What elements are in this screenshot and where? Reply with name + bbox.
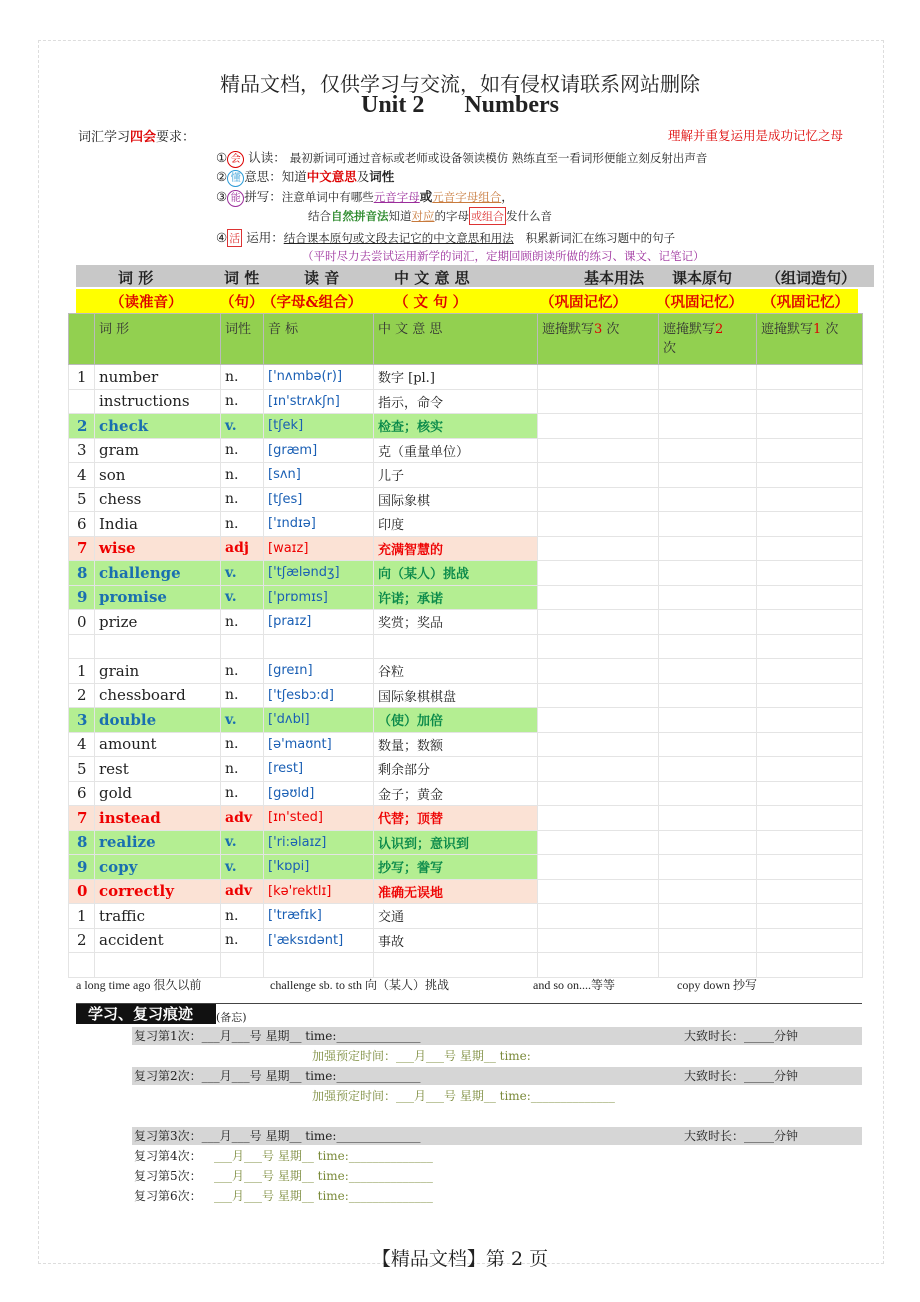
pos-cell: v.	[221, 585, 264, 610]
ipa-cell: ['dʌbl]	[264, 708, 374, 733]
dictation-cell[interactable]	[659, 414, 757, 439]
dictation-cell[interactable]	[757, 683, 863, 708]
row-number: 9	[69, 855, 95, 880]
dictation-cell[interactable]	[659, 879, 757, 904]
column-hint-bar: （读准音） （句） （字母&组合） （ 文 句 ） （巩固记忆） （巩固记忆） （巩固记忆）	[76, 289, 858, 313]
req-meaning: ② 懂 意思：知道中文意思及词性	[216, 167, 394, 187]
pos-cell: n.	[221, 487, 264, 512]
pos-cell: n.	[221, 389, 264, 414]
ipa-cell: [gəʊld]	[264, 781, 374, 806]
pos-cell: adv	[221, 879, 264, 904]
dictation-cell[interactable]	[538, 365, 659, 390]
req-spell-2: 结合自然拼音法知道对应的字母 或组合 发什么音	[308, 209, 552, 223]
dictation-cell[interactable]	[538, 487, 659, 512]
empty-cell	[374, 953, 538, 978]
empty-cell	[95, 953, 221, 978]
table-row	[69, 414, 863, 439]
table-row	[69, 732, 863, 757]
pos-cell: n.	[221, 365, 264, 390]
ipa-cell: ['nʌmbə(r)]	[264, 365, 374, 390]
meaning-cell: （使）加倍	[374, 708, 538, 733]
row-number: 1	[69, 904, 95, 929]
dictation-cell[interactable]	[538, 561, 659, 586]
page-footer: 【精品文档】第 2 页	[371, 1248, 549, 1270]
meaning-cell: 向（某人）挑战	[374, 561, 538, 586]
table-row	[69, 610, 863, 635]
dictation-cell[interactable]	[659, 438, 757, 463]
ipa-cell	[264, 634, 374, 659]
word-cell: amount	[95, 732, 221, 757]
meaning-cell: 克（重量单位）	[374, 438, 538, 463]
pos-cell: n.	[221, 610, 264, 635]
meaning-cell: 国际象棋	[374, 487, 538, 512]
word-cell	[95, 634, 221, 659]
phrase-3: and so on....等等	[533, 978, 615, 992]
understand-icon: 懂	[227, 170, 244, 187]
table-row	[69, 634, 863, 659]
dictation-cell[interactable]	[757, 928, 863, 953]
watermark-banner: 精品文档，仅供学习与交流，如有侵权请联系网站删除	[220, 72, 700, 96]
row-number: 5	[69, 487, 95, 512]
word-cell: instead	[95, 806, 221, 831]
ipa-cell: [ɪn'sted]	[264, 806, 374, 831]
dictation-cell[interactable]	[538, 781, 659, 806]
dictation-cell[interactable]	[659, 389, 757, 414]
row-number: 8	[69, 830, 95, 855]
can-icon: 能	[227, 190, 244, 207]
meaning-cell: 检查；核实	[374, 414, 538, 439]
dictation-cell[interactable]	[538, 585, 659, 610]
dictation-cell[interactable]	[757, 806, 863, 831]
word-cell: chessboard	[95, 683, 221, 708]
review-row-3[interactable]: 复习第3次：___月___号 星期__ time:______________ 大致时长：_____分钟	[132, 1127, 862, 1145]
dictation-cell[interactable]	[659, 904, 757, 929]
meaning-cell: 指示，命令	[374, 389, 538, 414]
row-number: 4	[69, 463, 95, 488]
review-row-2-extra[interactable]: 加强预定时间：___月___号 星期__ time:______________	[312, 1089, 615, 1103]
dictation-cell[interactable]	[538, 904, 659, 929]
word-cell: double	[95, 708, 221, 733]
motto: 理解并重复运用是成功记忆之母	[668, 128, 844, 143]
table-row	[69, 512, 863, 537]
dictation-cell[interactable]	[659, 634, 757, 659]
dictation-cell[interactable]	[757, 879, 863, 904]
meaning-cell: 代替；顶替	[374, 806, 538, 831]
ipa-cell: [græm]	[264, 438, 374, 463]
req-read: ① 会 认读： 最初新词可通过音标或老师或设备领读模仿 熟练直至一看词形便能立刻反射出声音	[216, 148, 707, 168]
meaning-cell: 准确无误地	[374, 879, 538, 904]
table-row	[69, 855, 863, 880]
ipa-cell: [tʃes]	[264, 487, 374, 512]
dictation-cell[interactable]	[659, 683, 757, 708]
dictation-cell[interactable]	[659, 585, 757, 610]
table-row	[69, 438, 863, 463]
dictation-cell[interactable]	[757, 463, 863, 488]
word-cell: realize	[95, 830, 221, 855]
word-cell: grain	[95, 659, 221, 684]
table-row	[69, 389, 863, 414]
meaning-cell: 许诺；承诺	[374, 585, 538, 610]
pos-cell: n.	[221, 683, 264, 708]
pos-cell: n.	[221, 438, 264, 463]
table-row	[69, 879, 863, 904]
ipa-cell: [sʌn]	[264, 463, 374, 488]
dictation-cell[interactable]	[757, 904, 863, 929]
ipa-cell: [kə'rektlɪ]	[264, 879, 374, 904]
row-number: 6	[69, 512, 95, 537]
dictation-cell[interactable]	[538, 683, 659, 708]
read-icon: 会	[227, 151, 244, 168]
dictation-cell[interactable]	[757, 781, 863, 806]
dictation-cell[interactable]	[538, 389, 659, 414]
dictation-cell[interactable]	[757, 487, 863, 512]
pos-cell: n.	[221, 781, 264, 806]
dictation-cell[interactable]	[659, 806, 757, 831]
row-number: 8	[69, 561, 95, 586]
dictation-cell[interactable]	[538, 708, 659, 733]
row-number	[69, 389, 95, 414]
dictation-cell[interactable]	[757, 610, 863, 635]
pos-cell: v.	[221, 830, 264, 855]
use-icon: 活	[227, 229, 242, 247]
empty-cell	[757, 953, 863, 978]
pos-cell: n.	[221, 757, 264, 782]
pos-cell: adv	[221, 806, 264, 831]
meaning-cell: 印度	[374, 512, 538, 537]
review-row-6[interactable]: 复习第6次： ___月___号 星期__ time:______________	[134, 1189, 433, 1203]
dictation-cell[interactable]	[538, 659, 659, 684]
row-number: 0	[69, 610, 95, 635]
meaning-cell: 事故	[374, 928, 538, 953]
req-spell: ③ 能 拼写：注意单词中有哪些元音字母或元音字母组合，	[216, 187, 514, 207]
review-row-4[interactable]: 复习第4次： ___月___号 星期__ time:______________	[134, 1149, 433, 1163]
dictation-cell[interactable]	[538, 438, 659, 463]
pos-cell: v.	[221, 414, 264, 439]
dictation-cell[interactable]	[659, 365, 757, 390]
dictation-cell[interactable]	[538, 463, 659, 488]
table-row	[69, 781, 863, 806]
ipa-cell: [greɪn]	[264, 659, 374, 684]
meaning-cell: 剩余部分	[374, 757, 538, 782]
dictation-cell[interactable]	[538, 512, 659, 537]
phrase-2: challenge sb. to sth 向（某人）挑战	[270, 978, 449, 992]
dictation-cell[interactable]	[757, 438, 863, 463]
ipa-cell: ['ɪndɪə]	[264, 512, 374, 537]
review-row-1[interactable]: 复习第1次：___月___号 星期__ time:______________ 大致时长：_____分钟	[132, 1027, 862, 1045]
word-cell: wise	[95, 536, 221, 561]
meaning-cell: 认识到；意识到	[374, 830, 538, 855]
table-row	[69, 683, 863, 708]
review-section-title: 学习、复习痕迹	[76, 1004, 216, 1024]
word-cell: promise	[95, 585, 221, 610]
dictation-cell[interactable]	[659, 928, 757, 953]
ipa-cell: ['træfɪk]	[264, 904, 374, 929]
row-number: 0	[69, 879, 95, 904]
pos-cell: n.	[221, 928, 264, 953]
word-cell: copy	[95, 855, 221, 880]
column-header-bar: 词 形 词 性 读 音 中 文 意 思 基本用法 课本原句 （组词造句）	[76, 265, 874, 287]
ipa-cell: [praɪz]	[264, 610, 374, 635]
empty-cell	[538, 953, 659, 978]
ipa-cell: [tʃek]	[264, 414, 374, 439]
table-row	[69, 365, 863, 390]
req-use: ④ 活 运用：结合课本原句或文段去记它的中文意思和用法 积累新词汇在练习题中的句子	[216, 230, 676, 245]
table-row	[69, 904, 863, 929]
meaning-cell: 国际象棋棋盘	[374, 683, 538, 708]
ipa-cell: ['æksɪdənt]	[264, 928, 374, 953]
word-cell: prize	[95, 610, 221, 635]
table-row	[69, 536, 863, 561]
dictation-cell[interactable]	[659, 536, 757, 561]
word-cell: son	[95, 463, 221, 488]
table-row	[69, 585, 863, 610]
dictation-cell[interactable]	[757, 389, 863, 414]
dictation-cell[interactable]	[659, 781, 757, 806]
pos-cell: n.	[221, 659, 264, 684]
dictation-cell[interactable]	[757, 659, 863, 684]
word-cell: India	[95, 512, 221, 537]
meaning-cell	[374, 634, 538, 659]
dictation-cell[interactable]	[757, 512, 863, 537]
dictation-cell[interactable]	[659, 610, 757, 635]
dictation-cell[interactable]	[659, 830, 757, 855]
dictation-cell[interactable]	[538, 634, 659, 659]
ipa-cell: ['prɒmɪs]	[264, 585, 374, 610]
meaning-cell: 数量；数额	[374, 732, 538, 757]
table-head-row: 词 形 词性 音 标 中 文 意 思 遮掩默写3 次 遮掩默写2 次 遮掩默写1 次	[69, 314, 863, 365]
review-row-1-extra[interactable]: 加强预定时间：___月___号 星期__ time:	[312, 1049, 531, 1063]
word-cell: correctly	[95, 879, 221, 904]
table-spacer-row	[69, 953, 863, 978]
word-cell: traffic	[95, 904, 221, 929]
dictation-cell[interactable]	[757, 708, 863, 733]
dictation-cell[interactable]	[757, 536, 863, 561]
dictation-cell[interactable]	[538, 610, 659, 635]
ipa-cell: [ɪn'strʌkʃn]	[264, 389, 374, 414]
table-row	[69, 561, 863, 586]
meaning-cell: 儿子	[374, 463, 538, 488]
dictation-cell[interactable]	[757, 757, 863, 782]
practice-note: （平时尽力去尝试运用新学的词汇，定期回顾朗读所做的练习、课文、记笔记）	[302, 249, 705, 263]
dictation-cell[interactable]	[538, 732, 659, 757]
dictation-cell[interactable]	[659, 512, 757, 537]
phrase-4: copy down 抄写	[677, 978, 757, 992]
dictation-cell[interactable]	[757, 365, 863, 390]
dictation-cell[interactable]	[659, 732, 757, 757]
word-cell: check	[95, 414, 221, 439]
word-cell: instructions	[95, 389, 221, 414]
dictation-cell[interactable]	[757, 585, 863, 610]
word-cell: challenge	[95, 561, 221, 586]
row-number: 6	[69, 781, 95, 806]
unit-title: Unit 2 Numbers	[360, 92, 559, 118]
word-cell: gold	[95, 781, 221, 806]
pos-cell: v.	[221, 561, 264, 586]
table-row	[69, 487, 863, 512]
dictation-cell[interactable]	[538, 806, 659, 831]
pos-cell: n.	[221, 463, 264, 488]
pos-cell: v.	[221, 855, 264, 880]
pos-cell: n.	[221, 512, 264, 537]
meaning-cell: 数字 [pl.]	[374, 365, 538, 390]
word-cell: chess	[95, 487, 221, 512]
dictation-cell[interactable]	[757, 634, 863, 659]
table-row	[69, 806, 863, 831]
dictation-cell[interactable]	[659, 463, 757, 488]
dictation-cell[interactable]	[659, 855, 757, 880]
phrase-1: a long time ago 很久以前	[76, 978, 202, 992]
ipa-cell: ['tʃæləndʒ]	[264, 561, 374, 586]
table-row	[69, 757, 863, 782]
row-number: 7	[69, 806, 95, 831]
pos-cell: n.	[221, 904, 264, 929]
ipa-cell: [ə'maʊnt]	[264, 732, 374, 757]
dictation-cell[interactable]	[659, 659, 757, 684]
row-number: 2	[69, 414, 95, 439]
row-number: 3	[69, 708, 95, 733]
row-number	[69, 634, 95, 659]
word-cell: rest	[95, 757, 221, 782]
dictation-cell[interactable]	[757, 732, 863, 757]
dictation-cell[interactable]	[659, 757, 757, 782]
meaning-cell: 充满智慧的	[374, 536, 538, 561]
dictation-cell[interactable]	[659, 708, 757, 733]
table-row	[69, 928, 863, 953]
dictation-cell[interactable]	[538, 757, 659, 782]
ipa-cell: ['ri:əlaɪz]	[264, 830, 374, 855]
word-cell: number	[95, 365, 221, 390]
ipa-cell: [rest]	[264, 757, 374, 782]
review-row-5[interactable]: 复习第5次： ___月___号 星期__ time:______________	[134, 1169, 433, 1183]
intro-heading: 词汇学习四会要求：	[78, 130, 196, 145]
row-number: 4	[69, 732, 95, 757]
pos-cell: adj	[221, 536, 264, 561]
row-number: 7	[69, 536, 95, 561]
dictation-cell[interactable]	[538, 855, 659, 880]
row-number: 2	[69, 928, 95, 953]
dictation-cell[interactable]	[757, 830, 863, 855]
empty-cell	[264, 953, 374, 978]
dictation-cell[interactable]	[659, 487, 757, 512]
row-number: 1	[69, 659, 95, 684]
word-cell: accident	[95, 928, 221, 953]
meaning-cell: 抄写；誊写	[374, 855, 538, 880]
row-number: 1	[69, 365, 95, 390]
row-number: 3	[69, 438, 95, 463]
meaning-cell: 交通	[374, 904, 538, 929]
pos-cell	[221, 634, 264, 659]
dictation-cell[interactable]	[538, 414, 659, 439]
row-number: 2	[69, 683, 95, 708]
vocab-table	[68, 313, 863, 978]
empty-cell	[659, 953, 757, 978]
table-row	[69, 659, 863, 684]
word-cell: gram	[95, 438, 221, 463]
empty-cell	[69, 953, 95, 978]
dictation-cell[interactable]	[538, 830, 659, 855]
table-row	[69, 463, 863, 488]
empty-cell	[221, 953, 264, 978]
table-row	[69, 830, 863, 855]
meaning-cell: 谷粒	[374, 659, 538, 684]
meaning-cell: 金子；黄金	[374, 781, 538, 806]
dictation-cell[interactable]	[659, 561, 757, 586]
table-row	[69, 708, 863, 733]
row-number: 5	[69, 757, 95, 782]
review-row-2[interactable]: 复习第2次：___月___号 星期__ time:______________ 大致时长：_____分钟	[132, 1067, 862, 1085]
ipa-cell: [waɪz]	[264, 536, 374, 561]
ipa-cell: ['kɒpi]	[264, 855, 374, 880]
dictation-cell[interactable]	[538, 536, 659, 561]
review-section-note: (备忘)	[216, 1011, 247, 1024]
pos-cell: v.	[221, 708, 264, 733]
dictation-cell[interactable]	[757, 561, 863, 586]
dictation-cell[interactable]	[757, 855, 863, 880]
meaning-cell: 奖赏；奖品	[374, 610, 538, 635]
dictation-cell[interactable]	[757, 414, 863, 439]
row-number: 9	[69, 585, 95, 610]
pos-cell: n.	[221, 732, 264, 757]
dictation-cell[interactable]	[538, 928, 659, 953]
ipa-cell: ['tʃesbɔ:d]	[264, 683, 374, 708]
dictation-cell[interactable]	[538, 879, 659, 904]
